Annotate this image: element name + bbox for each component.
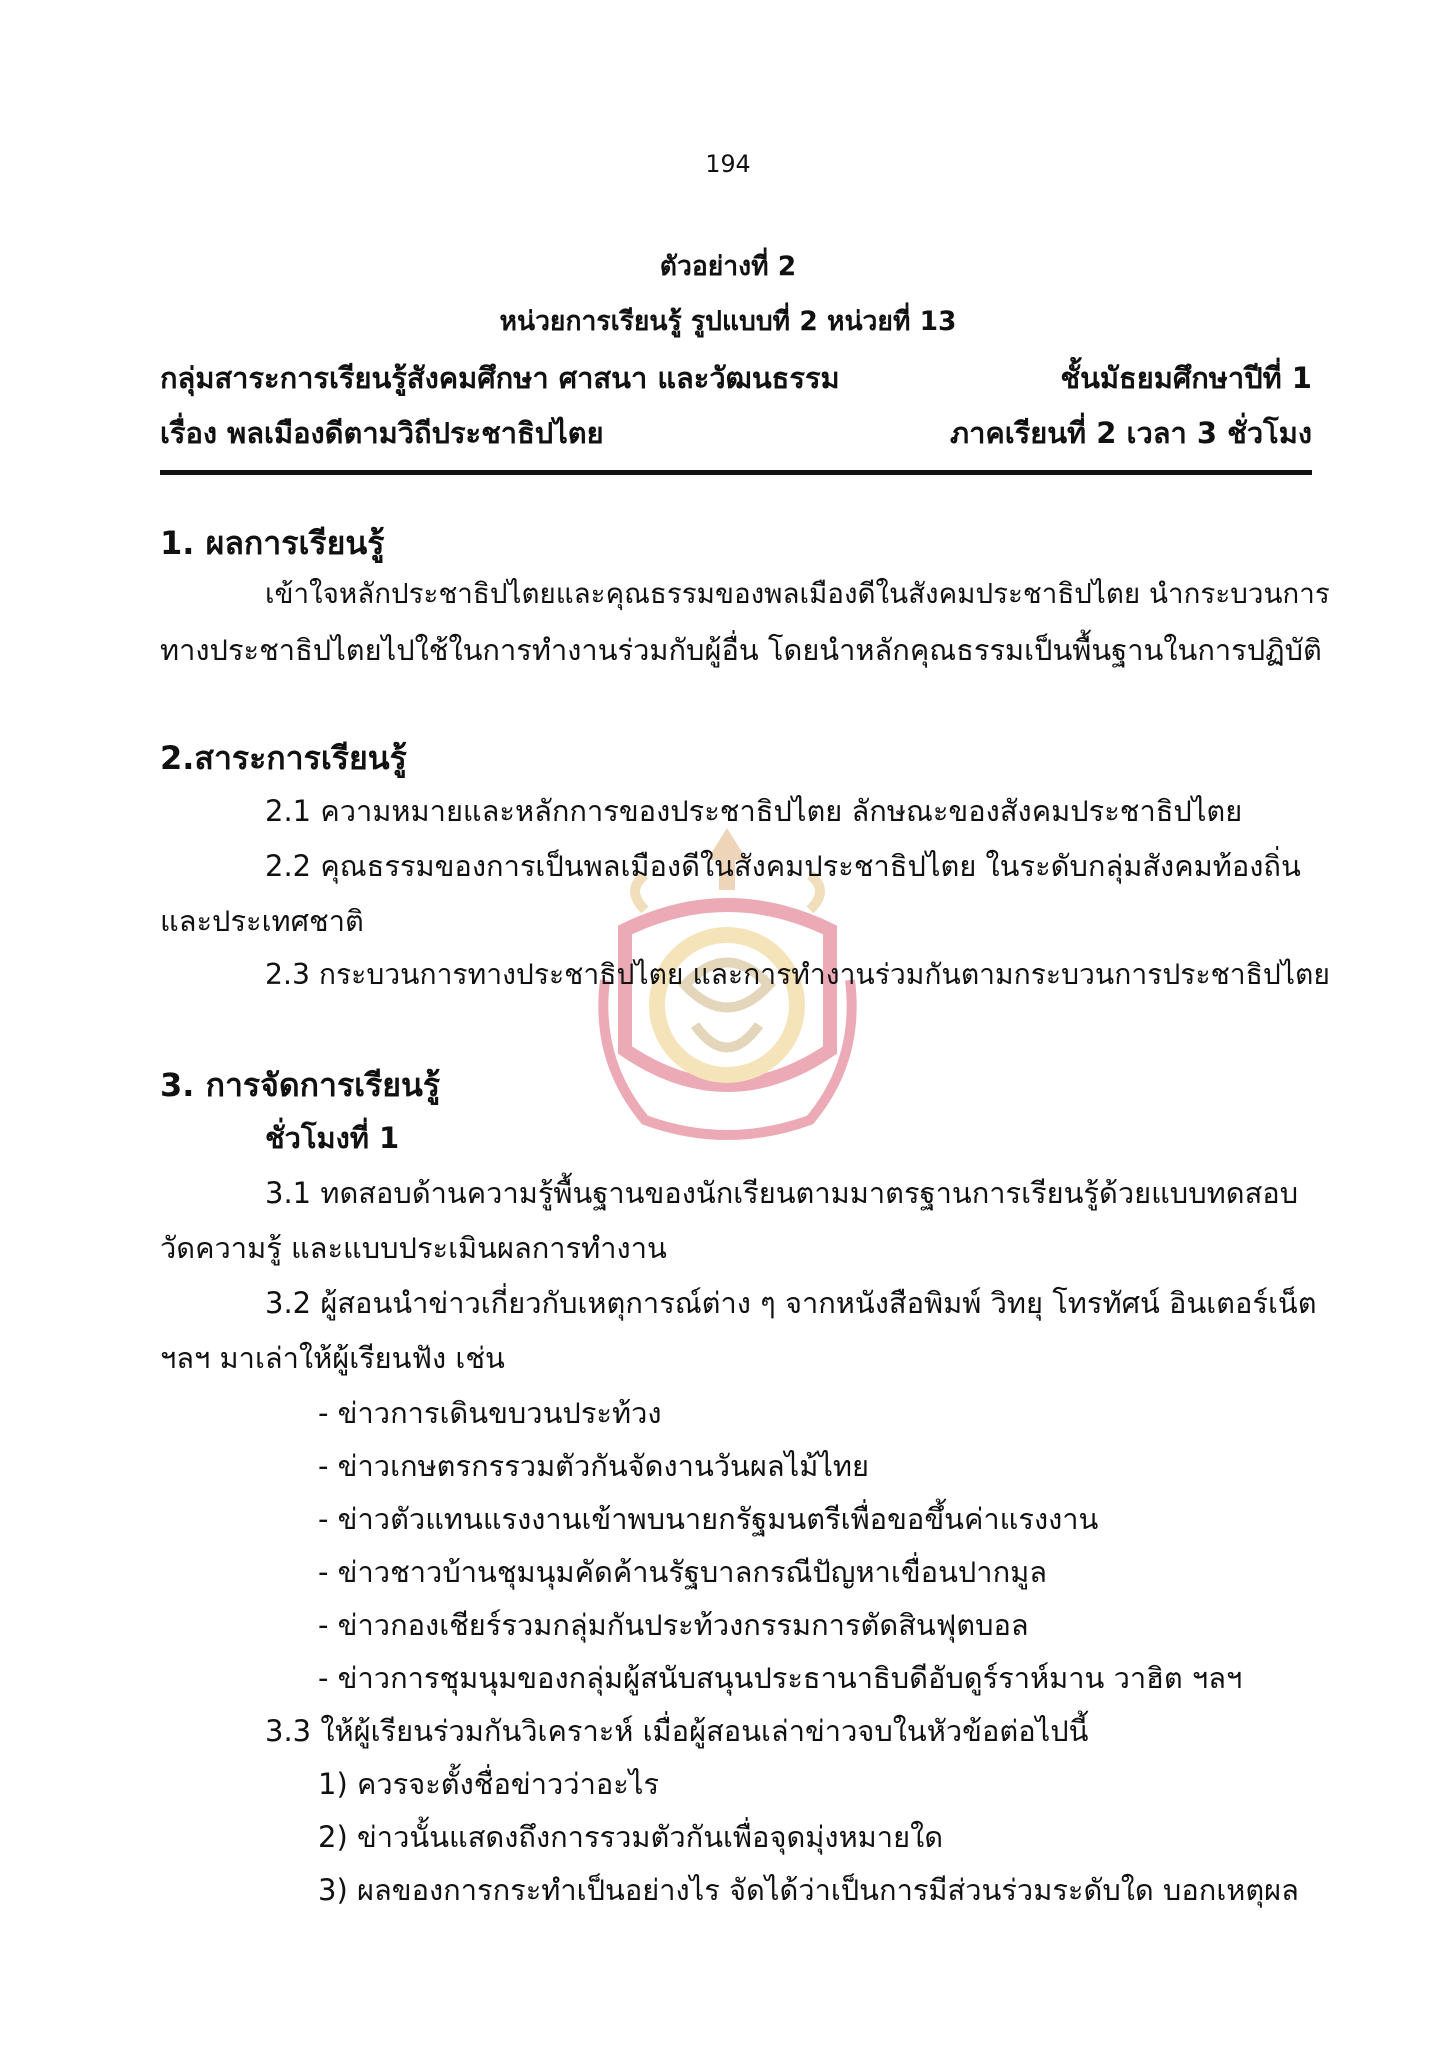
example-title: ตัวอย่างที่ 2 xyxy=(659,251,797,282)
section2-item3: 2.3 กระบวนการทางประชาธิปไตย และการทำงานร่วมกันตามกระบวนการประชาธิปไตย xyxy=(265,958,1330,991)
semester-time: ภาคเรียนที่ 2 เวลา 3 ชั่วโมง xyxy=(949,416,1312,450)
step-3-1: 3.1 ทดสอบด้านความรู้พื้นฐานของนักเรียนตามมาตรฐานการเรียนรู้ด้วยแบบทดสอบ xyxy=(265,1176,1299,1210)
section2-item2: 2.2 คุณธรรมของการเป็นพลเมืองดีในสังคมประชาธิปไตย ในระดับกลุ่มสังคมท้องถิ่น xyxy=(265,849,1301,883)
section2-item2-cont: และประเทศชาติ xyxy=(160,904,364,938)
step-3-1-cont: วัดความรู้ และแบบประเมินผลการทำงาน xyxy=(160,1231,667,1265)
section2-item1: 2.1 ความหมายและหลักการของประชาธิปไตย ลักษณะของสังคมประชาธิปไตย xyxy=(265,794,1243,828)
subject-group: กลุ่มสาระการเรียนรู้สังคมศึกษา ศาสนา และวัฒนธรรม xyxy=(160,361,840,395)
news-item: - ข่าวการเดินขบวนประท้วง xyxy=(318,1396,662,1430)
step-3-2: 3.2 ผู้สอนนำข่าวเกี่ยวกับเหตุการณ์ต่าง ๆ จากหนังสือพิมพ์ วิทยุ โทรทัศน์ อินเตอร์เน็ต xyxy=(265,1286,1317,1320)
header-divider xyxy=(160,470,1312,475)
unit-title: หน่วยการเรียนรู้ รูปแบบที่ 2 หน่วยที่ 13 xyxy=(499,306,957,337)
step-3-2-cont: ฯลฯ มาเล่าให้ผู้เรียนฟัง เช่น xyxy=(160,1341,505,1375)
section1-line2: ทางประชาธิปไตยไปใช้ในการทำงานร่วมกับผู้อื่น โดยนำหลักคุณธรรมเป็นพื้นฐานในการปฏิบัติ xyxy=(160,633,1322,667)
section1-heading: 1. ผลการเรียนรู้ xyxy=(160,524,385,562)
question-item: 1) ควรจะตั้งชื่อข่าวว่าอะไร xyxy=(318,1767,660,1801)
page-number: 194 xyxy=(705,150,751,178)
news-item: - ข่าวตัวแทนแรงงานเข้าพบนายกรัฐมนตรีเพื่อขอขึ้นค่าแรงงาน xyxy=(318,1502,1099,1536)
section3-heading: 3. การจัดการเรียนรู้ xyxy=(160,1066,441,1104)
question-item: 3) ผลของการกระทำเป็นอย่างไร จัดได้ว่าเป็นการมีส่วนร่วมระดับใด บอกเหตุผล xyxy=(318,1873,1299,1907)
question-item: 2) ข่าวนั้นแสดงถึงการรวมตัวกันเพื่อจุดมุ่งหมายใด xyxy=(318,1820,944,1854)
news-item: - ข่าวเกษตรกรรวมตัวกันจัดงานวันผลไม้ไทย xyxy=(318,1449,870,1483)
news-item: - ข่าวชาวบ้านชุมนุมคัดค้านรัฐบาลกรณีปัญหาเขื่อนปากมูล xyxy=(318,1555,1048,1589)
lesson-topic: เรื่อง พลเมืองดีตามวิถีประชาธิปไตย xyxy=(160,416,604,450)
section1-line1: เข้าใจหลักประชาธิปไตยและคุณธรรมของพลเมืองดีในสังคมประชาธิปไตย นำกระบวนการ xyxy=(265,577,1330,610)
news-item: - ข่าวการชุมนุมของกลุ่มผู้สนับสนุนประธานาธิบดีอับดูร์ราห์มาน วาฮิต ฯลฯ xyxy=(318,1661,1243,1695)
grade-level: ชั้นมัธยมศึกษาปีที่ 1 xyxy=(1060,361,1312,395)
hour-heading: ชั่วโมงที่ 1 xyxy=(265,1121,400,1155)
news-item: - ข่าวกองเชียร์รวมกลุ่มกันประท้วงกรรมการตัดสินฟุตบอล xyxy=(318,1608,1029,1642)
step-3-3: 3.3 ให้ผู้เรียนร่วมกันวิเคราะห์ เมื่อผู้สอนเล่าข่าวจบในหัวข้อต่อไปนี้ xyxy=(265,1714,1089,1748)
section2-heading: 2.สาระการเรียนรู้ xyxy=(160,739,407,777)
